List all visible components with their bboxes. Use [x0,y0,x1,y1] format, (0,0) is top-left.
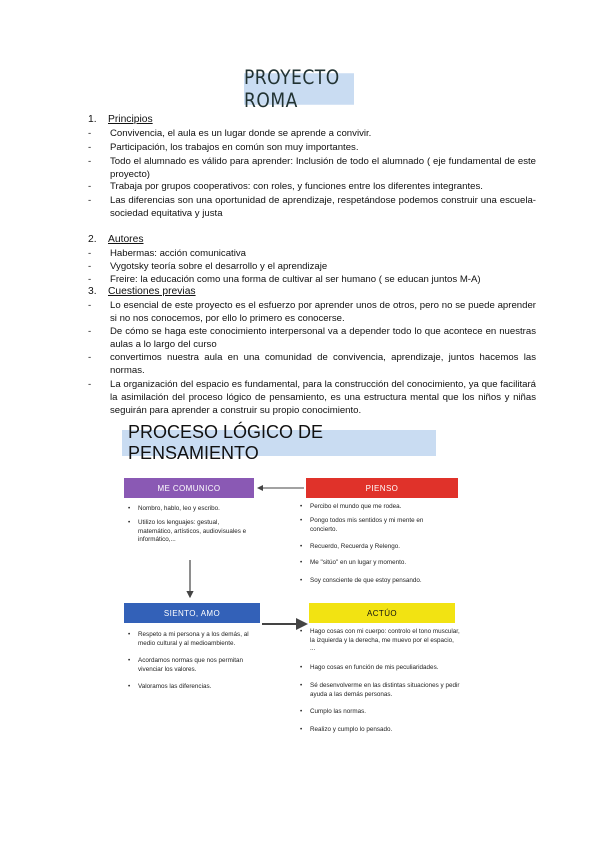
section-number: 2. [88,234,97,245]
box-actuo: ACTÚO [309,603,455,623]
section-number: 1. [88,114,97,125]
list-item: • Pongo todos mis sentidos y mi mente en concierto. [300,517,424,533]
box-pienso: PIENSO [306,478,458,498]
section-number: 3. [88,286,97,297]
section-label: Principios [108,114,153,125]
page-title: PROYECTO ROMA [244,73,354,105]
me-comunico-list [128,505,248,549]
diagram-banner: PROCESO LÓGICO DE PENSAMIENTO [122,430,436,456]
section-label: Cuestiones previas [108,286,196,297]
pienso-list [300,503,460,591]
list-item: • Recuerdo, Recuerda y Relengo. [300,543,400,550]
list-item: • Soy consciente de que estoy pensando. [300,577,422,584]
actuo-list [300,628,465,740]
box-me-comunico: ME COMUNICO [124,478,254,498]
list-item: • Cumplo las normas. [300,708,366,715]
list-item: • Utilizo los lenguajes: gestual, matemático, artísticos, audiovisuales e informático,... [128,519,247,543]
list-item: • Hago cosas con mi cuerpo: controlo el tono muscular, la izquierda y la derecha, me muevo por el espacio, ... [300,628,460,652]
list-item: • Realizo y cumplo lo pensado. [300,726,393,733]
list-item: • Respeto a mi persona y a los demás, al medio cultural y al medioambiente. [128,631,249,647]
list-item: • Sé desenvolverme en las distintas situaciones y pedir ayuda a las demás personas. [300,682,460,698]
siento-amo-list [128,631,263,697]
list-item: • Me "sitúo" en un lugar y momento. [300,559,407,566]
list-item: • Valoramos las diferencias. [128,683,212,690]
list-item: • Percibo el mundo que me rodea. [300,503,402,510]
list-item: • Hago cosas en función de mis peculiaridades. [300,664,439,671]
section-label: Autores [108,234,144,245]
list-item: • Nombro, hablo, leo y escribo. [128,505,220,512]
box-siento-amo: SIENTO, AMO [124,603,260,623]
list-item: • Acordamos normas que nos permitan vivenciar los valores. [128,657,243,673]
